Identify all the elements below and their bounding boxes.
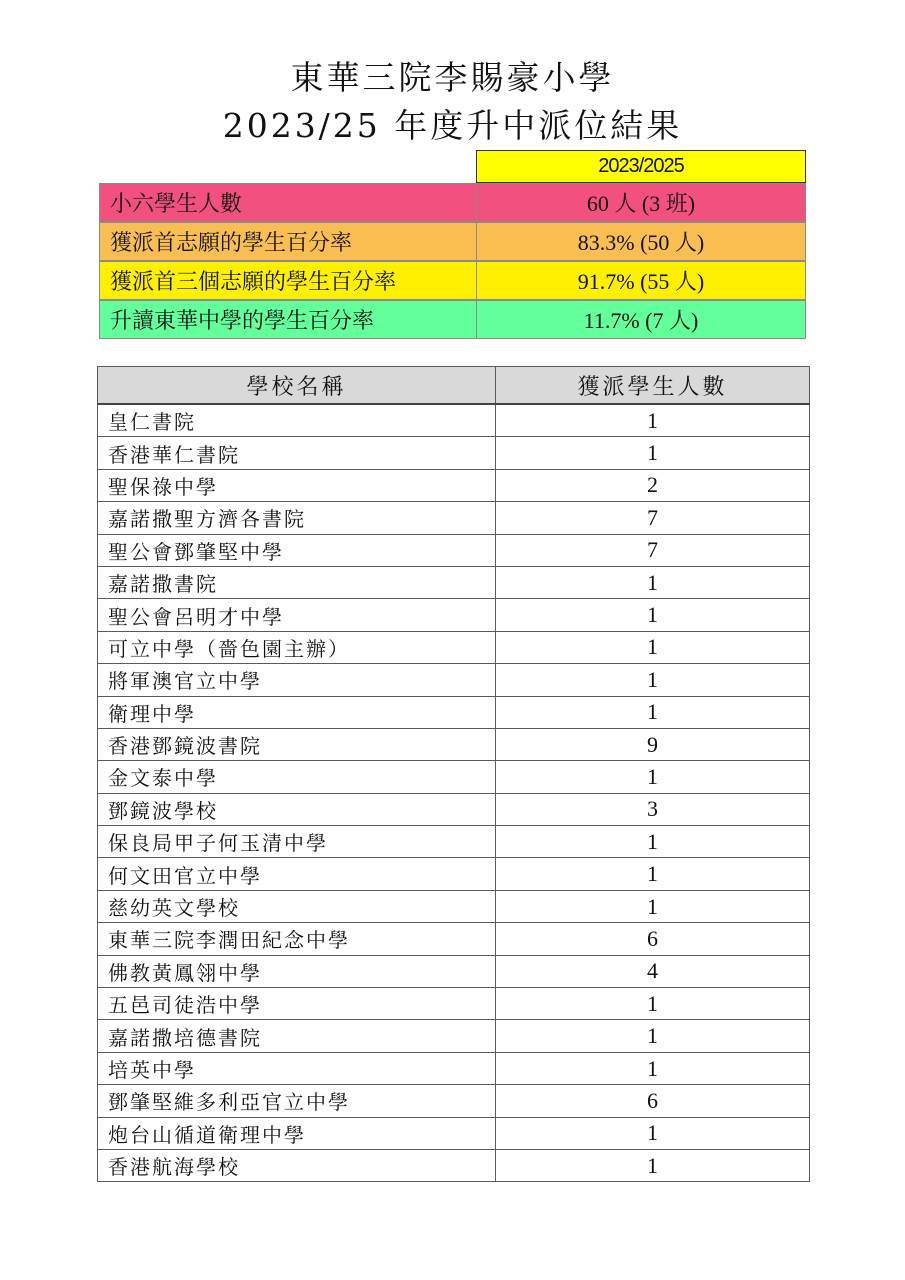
school-name-cell: 衛理中學 [98, 696, 496, 728]
school-name-cell: 將軍澳官立中學 [98, 664, 496, 696]
school-name-cell: 保良局甲子何玉清中學 [98, 826, 496, 858]
column-header-school-name: 學校名稱 [98, 367, 496, 405]
school-name-cell: 香港華仁書院 [98, 437, 496, 469]
table-row [98, 890, 810, 922]
school-name: 東華三院李賜豪小學 [290, 58, 615, 97]
student-count-cell: 1 [496, 1020, 810, 1052]
summary-label: 升讀東華中學的學生百分率 [99, 300, 477, 339]
school-name-cell: 皇仁書院 [98, 404, 496, 437]
school-name-cell: 東華三院李潤田紀念中學 [98, 923, 496, 955]
summary-row-top-three-choices [99, 261, 806, 300]
table-row [98, 793, 810, 825]
school-name-cell: 香港航海學校 [98, 1149, 496, 1181]
table-row [98, 1085, 810, 1117]
summary-row-tung-wah-secondary [99, 300, 806, 339]
student-count-cell: 6 [496, 923, 810, 955]
student-count-cell: 7 [496, 534, 810, 566]
student-count-cell: 1 [496, 566, 810, 598]
student-count-cell: 1 [496, 599, 810, 631]
school-name-cell: 香港鄧鏡波書院 [98, 728, 496, 760]
table-row [98, 955, 810, 987]
table-row [98, 1149, 810, 1181]
table-row [98, 761, 810, 793]
table-row [98, 858, 810, 890]
school-name-cell: 何文田官立中學 [98, 858, 496, 890]
table-row [98, 1052, 810, 1084]
summary-label: 獲派首志願的學生百分率 [99, 222, 477, 261]
table-row [98, 599, 810, 631]
table-row [98, 1020, 810, 1052]
table-header-row [98, 367, 810, 405]
table-row [98, 404, 810, 437]
student-count-cell: 2 [496, 469, 810, 501]
student-count-cell: 4 [496, 955, 810, 987]
student-count-cell: 6 [496, 1085, 810, 1117]
table-row [98, 696, 810, 728]
table-row [98, 664, 810, 696]
summary-value: 91.7% (55 人) [476, 261, 806, 300]
school-name-cell: 金文泰中學 [98, 761, 496, 793]
student-count-cell: 1 [496, 631, 810, 663]
summary-row-first-choice [99, 222, 806, 261]
summary-row-total-students [99, 183, 806, 222]
school-name-cell: 鄧鏡波學校 [98, 793, 496, 825]
table-row [98, 923, 810, 955]
student-count-cell: 7 [496, 502, 810, 534]
student-count-cell: 1 [496, 890, 810, 922]
school-name-cell: 佛教黃鳳翎中學 [98, 955, 496, 987]
table-row [98, 988, 810, 1020]
student-count-cell: 1 [496, 664, 810, 696]
student-count-cell: 1 [496, 404, 810, 437]
school-name-cell: 聖公會鄧肇堅中學 [98, 534, 496, 566]
summary-year-header: 2023/2025 [476, 150, 806, 183]
school-allocation-table [97, 366, 810, 1182]
table-row [98, 728, 810, 760]
table-row [98, 631, 810, 663]
summary-label: 小六學生人數 [99, 183, 477, 222]
student-count-cell: 9 [496, 728, 810, 760]
table-row [98, 534, 810, 566]
student-count-cell: 1 [496, 1149, 810, 1181]
summary-label: 獲派首三個志願的學生百分率 [99, 261, 477, 300]
school-name-cell: 鄧肇堅維多利亞官立中學 [98, 1085, 496, 1117]
column-header-student-count: 獲派學生人數 [496, 367, 810, 405]
summary-value: 83.3% (50 人) [476, 222, 806, 261]
school-name-cell: 五邑司徒浩中學 [98, 988, 496, 1020]
table-row [98, 437, 810, 469]
school-name-cell: 慈幼英文學校 [98, 890, 496, 922]
student-count-cell: 1 [496, 826, 810, 858]
school-name-cell: 嘉諾撒聖方濟各書院 [98, 502, 496, 534]
summary-value: 11.7% (7 人) [476, 300, 806, 339]
student-count-cell: 1 [496, 858, 810, 890]
student-count-cell: 1 [496, 437, 810, 469]
student-count-cell: 3 [496, 793, 810, 825]
school-name-cell: 聖公會呂明才中學 [98, 599, 496, 631]
summary-value: 60 人 (3 班) [476, 183, 806, 222]
student-count-cell: 1 [496, 696, 810, 728]
table-row [98, 469, 810, 501]
student-count-cell: 1 [496, 988, 810, 1020]
student-count-cell: 1 [496, 1117, 810, 1149]
school-name-cell: 嘉諾撒書院 [98, 566, 496, 598]
school-name-cell: 嘉諾撒培德書院 [98, 1020, 496, 1052]
school-name-cell: 聖保祿中學 [98, 469, 496, 501]
student-count-cell: 1 [496, 761, 810, 793]
report-title: 2023/25 年度升中派位結果 [222, 106, 683, 145]
table-row [98, 826, 810, 858]
school-name-cell: 培英中學 [98, 1052, 496, 1084]
table-row [98, 502, 810, 534]
school-name-cell: 可立中學（嗇色園主辦） [98, 631, 496, 663]
school-name-cell: 炮台山循道衛理中學 [98, 1117, 496, 1149]
table-row [98, 566, 810, 598]
table-row [98, 1117, 810, 1149]
student-count-cell: 1 [496, 1052, 810, 1084]
